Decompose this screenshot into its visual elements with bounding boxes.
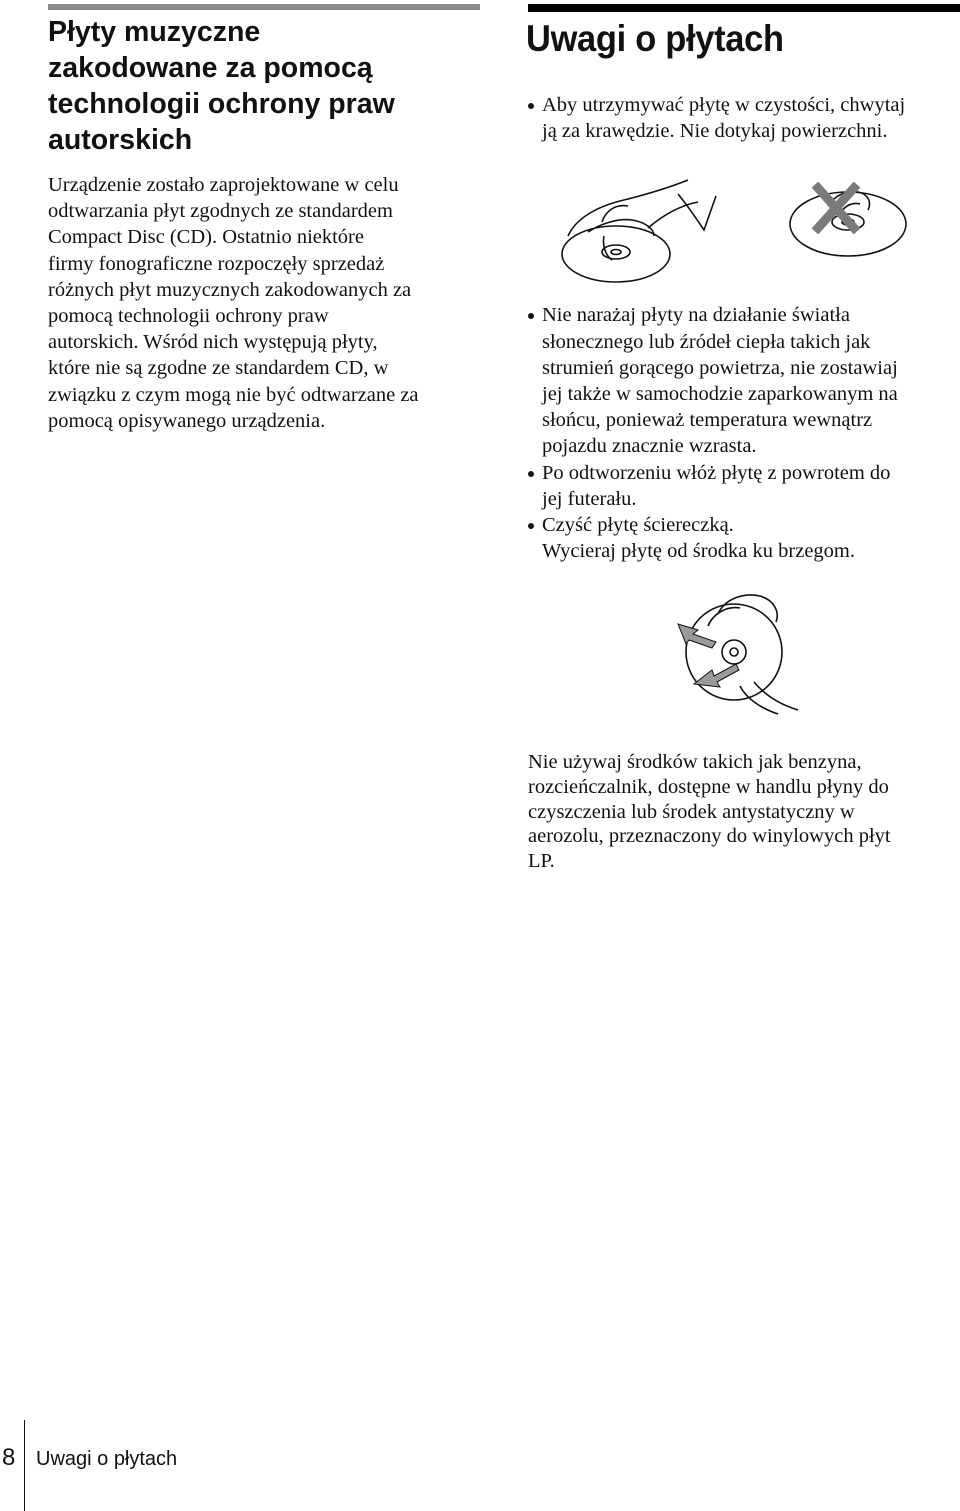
copyright-protected-discs-heading: Płyty muzyczne zakodowane za pomocą technologii ochrony praw autorskich [48,16,395,156]
page-footer [0,1420,300,1511]
disc-wiping-icon [686,595,798,714]
disc-held-correctly-icon [562,180,716,282]
bullet-hold-by-edges: Aby utrzymywać płytę w czystości, chwytaj ją za krawędzie. Nie dotykaj powierzchni. [528,92,960,144]
cleaning-solvents-warning: Nie używaj środków takich jak benzyna, rozcieńczalnik, dostępne w handlu płyny do czyszczenia lub środek antystatyczny w aerozolu, przeznaczony do winylowych płyt LP. [528,751,891,872]
page-number: 8 [2,1444,16,1471]
copyright-paragraph: Urządzenie zostało zaprojektowane w celu odtwarzania płyt zgodnych ze standardem Compact Disc (CD). Ostatnio niektóre firmy fonograficzne rozpoczęły sprzedaż różnych płyt muzycznych zakodowanych za pomocą technologii ochrony praw autorskich. Wśród nich występują płyty, które nie są zgodne ze standardem CD, w związku z czym mogą nie być odtwarzane za pomocą opisywanego urządzenia. [48,174,419,432]
handling-bullet-list [528,92,960,144]
footer-section-title: Uwagi o płytach [36,1448,178,1470]
bullet-avoid-heat: Nie narażaj płyty na działanie światła słonecznego lub źródeł ciepła takich jak strumień gorącego powietrza, nie zostawiaj jej także w samochodzie zaparkowanym na słońcu, ponieważ temperatura wewnątrz pojazdu znacznie wzrasta. [528,302,960,459]
disc-cleaning-illustration [528,586,960,716]
footer-divider [24,1420,25,1511]
left-column [48,14,488,434]
left-section-rule [48,4,480,10]
bullet-clean-with-cloth: Czyść płytę ściereczką. Wycieraj płytę od środka ku brzegom. [528,512,960,564]
care-bullet-list [528,302,960,564]
right-section-rule [528,4,960,12]
right-column [528,14,960,873]
bullet-return-to-case: Po odtworzeniu włóż płytę z powrotem do jej futerału. [528,460,960,512]
disc-notes-heading: Uwagi o płytach [526,18,784,59]
disc-handling-illustration [528,166,960,286]
